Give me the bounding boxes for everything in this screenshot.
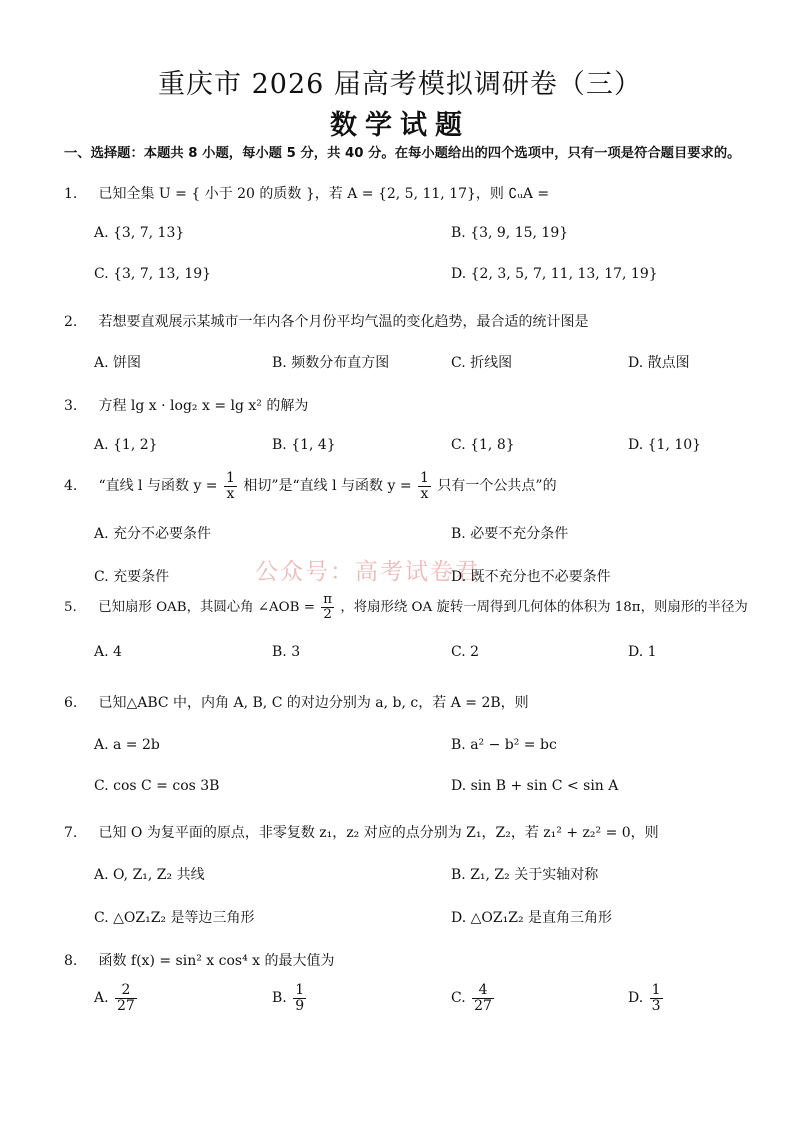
question-text-part: 已知扇形 OAB，其圆心角 ∠AOB = (98, 600, 315, 616)
question-6-stem (64, 692, 529, 712)
question-3-option-c: C. {1, 8} (451, 437, 515, 453)
question-1-stem (64, 183, 549, 203)
fraction-numerator: 1 (651, 982, 661, 998)
question-1-option-b: B. {3, 9, 15, 19} (451, 225, 569, 241)
fraction-denominator: 27 (474, 997, 492, 1014)
fraction-numerator: 1 (295, 982, 305, 998)
question-3-stem (64, 395, 308, 415)
question-2-stem (64, 311, 588, 331)
question-text: 方程 lg x · log₂ x = lg x² 的解为 (98, 398, 309, 414)
question-6-option-b: B. a² − b² = bc (451, 737, 557, 753)
option-label: C. (451, 990, 466, 1007)
fraction-denominator: 3 (651, 997, 661, 1014)
fraction (418, 471, 431, 501)
option-label: B. (272, 990, 287, 1007)
question-1-option-d: D. {2, 3, 5, 7, 11, 13, 17, 19} (451, 266, 658, 282)
question-8-option-d (628, 983, 665, 1013)
question-text-part: 相切”是“直线 l 与函数 y = (243, 478, 412, 495)
question-2-option-a: A. 饼图 (94, 355, 142, 371)
fraction (293, 983, 306, 1013)
page-title: 重庆市 2026 届高考模拟调研卷（三） (158, 69, 642, 100)
fraction-denominator: x (420, 485, 429, 502)
question-3-option-b: B. {1, 4} (272, 437, 336, 453)
fraction-denominator: x (226, 485, 235, 502)
question-4-option-d: D. 既不充分也不必要条件 (451, 569, 611, 585)
question-4-option-c: C. 充要条件 (94, 569, 170, 585)
question-7-stem (64, 822, 659, 842)
question-text: 若想要直观展示某城市一年内各个月份平均气温的变化趋势，最合适的统计图是 (98, 314, 589, 330)
watermark: 公众号：高考试卷君 (255, 559, 480, 585)
question-8-option-b (272, 983, 308, 1013)
fraction-denominator: 27 (117, 997, 135, 1014)
question-number: 4. (64, 478, 78, 495)
question-text-part: ，将扇形绕 OA 旋转一周得到几何体的体积为 18π，则扇形的半径为 (340, 600, 748, 616)
question-3-option-a: A. {1, 2} (94, 437, 158, 453)
question-1-option-c: C. {3, 7, 13, 19} (94, 266, 212, 282)
fraction-numerator: 2 (115, 983, 137, 999)
option-label: D. (628, 990, 644, 1007)
question-2-option-c: C. 折线图 (451, 355, 513, 371)
question-2-option-d: D. 散点图 (628, 355, 690, 371)
question-5-option-b: B. 3 (272, 644, 301, 660)
question-3-option-d: D. {1, 10} (628, 437, 702, 453)
fraction (650, 983, 663, 1013)
fraction-numerator: 1 (420, 470, 429, 486)
question-text: 已知△ABC 中，内角 A, B, C 的对边分别为 a, b, c，若 A = 2B，则 (98, 695, 529, 711)
fraction-denominator: 2 (323, 607, 332, 623)
question-7-option-c: C. △OZ₁Z₂ 是等边三角形 (94, 910, 255, 926)
question-7-option-b: B. Z₁, Z₂ 关于实轴对称 (451, 867, 599, 883)
fraction (224, 471, 237, 501)
question-text: 函数 f(x) = sin² x cos⁴ x 的最大值为 (98, 953, 335, 969)
question-number: 1. (64, 186, 78, 202)
question-8-stem (64, 950, 334, 970)
question-2-option-b: B. 频数分布直方图 (272, 355, 390, 371)
question-number: 8. (64, 953, 78, 969)
question-4-option-b: B. 必要不充分条件 (451, 526, 569, 542)
fraction-numerator: 4 (472, 983, 494, 999)
question-5-option-c: C. 2 (451, 644, 480, 660)
question-5-option-a: A. 4 (94, 644, 122, 660)
question-4-option-a: A. 充分不必要条件 (94, 526, 212, 542)
question-text-part: “直线 l 与函数 y = (98, 478, 218, 495)
option-label: A. (94, 990, 109, 1007)
section-instructions: 一、选择题：本题共 8 小题，每小题 5 分，共 40 分。在每小题给出的四个选项中，只有一项是符合题目要求的。 (64, 146, 741, 161)
question-number: 2. (64, 314, 78, 330)
fraction (321, 593, 334, 622)
question-5-stem (64, 593, 748, 622)
question-6-option-a: A. a = 2b (94, 737, 160, 753)
question-1-option-a: A. {3, 7, 13} (94, 225, 185, 241)
question-number: 3. (64, 398, 78, 414)
question-number: 5. (64, 600, 77, 616)
page-subtitle: 数学试题 (330, 110, 470, 141)
question-number: 7. (64, 825, 78, 841)
fraction-numerator: 1 (225, 470, 235, 486)
question-4-stem (64, 471, 557, 501)
question-text-part: 只有一个公共点”的 (437, 478, 557, 495)
fraction-numerator: π (323, 592, 333, 607)
question-text: 已知 O 为复平面的原点，非零复数 z₁，z₂ 对应的点分别为 Z₁，Z₂，若 z₁² + z₂² = 0，则 (98, 825, 659, 841)
question-7-option-d: D. △OZ₁Z₂ 是直角三角形 (451, 910, 612, 926)
question-6-option-d: D. sin B + sin C < sin A (451, 778, 619, 794)
question-7-option-a: A. O, Z₁, Z₂ 共线 (94, 867, 205, 883)
question-number: 6. (64, 695, 78, 711)
question-text: 已知全集 U = { 小于 20 的质数 }，若 A = {2, 5, 11, 17}，则 ∁ᵤA = (98, 186, 550, 202)
question-6-option-c: C. cos C = cos 3B (94, 778, 220, 794)
fraction-denominator: 9 (295, 997, 305, 1014)
question-5-option-d: D. 1 (628, 644, 657, 660)
fraction (115, 983, 137, 1013)
question-8-option-a (94, 983, 139, 1013)
question-8-option-c (451, 983, 496, 1013)
fraction (472, 983, 494, 1013)
